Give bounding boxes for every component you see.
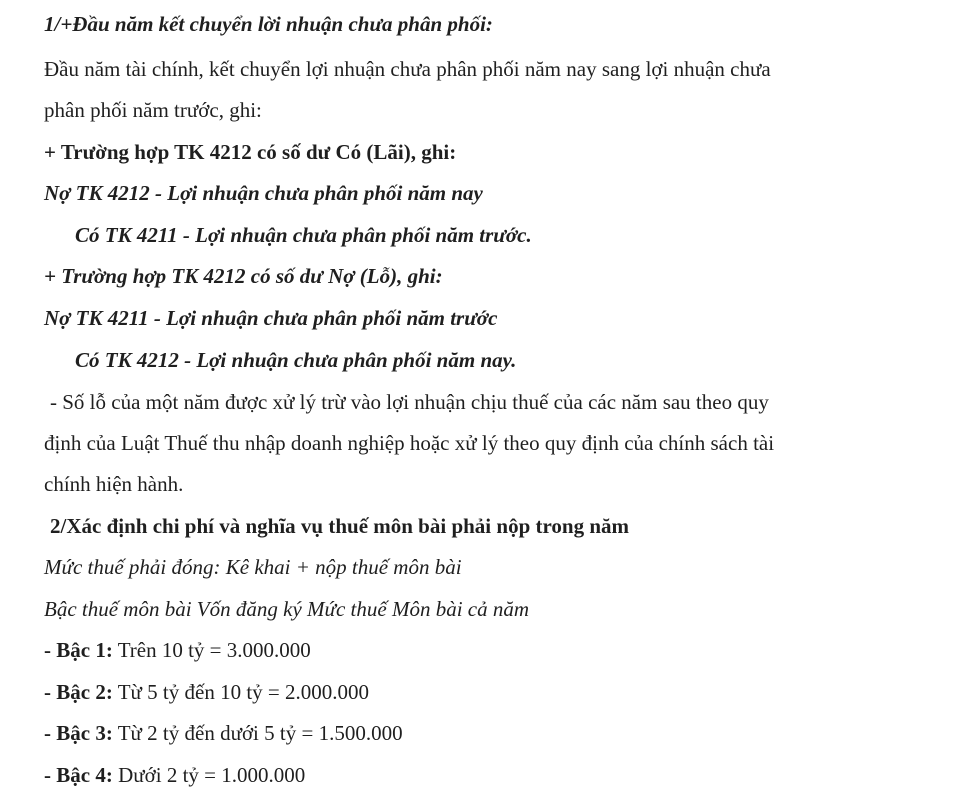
section2-heading: 2/Xác định chi phí và nghĩa vụ thuế môn bài phải nộp trong năm xyxy=(50,514,630,538)
case2-credit-entry: Có TK 4212 - Lợi nhuận chưa phân phối năm nay. xyxy=(75,348,517,372)
tier-item xyxy=(44,682,369,703)
tier-value: Trên 10 tỷ = 3.000.000 xyxy=(112,638,311,662)
tier-item xyxy=(44,640,311,661)
case1-title: + Trường hợp TK 4212 có số dư Có (Lãi), ghi: xyxy=(44,140,457,164)
tier-item xyxy=(44,765,305,786)
paragraph-line: Đầu năm tài chính, kết chuyển lợi nhuận chưa phân phối năm nay sang lợi nhuận chưa xyxy=(44,57,771,81)
note-line: định của Luật Thuế thu nhập doanh nghiệp hoặc xử lý theo quy định của chính sách tài xyxy=(44,431,775,455)
section1-heading: 1/+Đầu năm kết chuyển lời nhuận chưa phân phối: xyxy=(44,12,493,36)
tier-label: - Bậc 4: xyxy=(44,763,113,787)
case2-debit-entry: Nợ TK 4211 - Lợi nhuận chưa phân phối năm trước xyxy=(44,306,498,330)
section2-subtitle: Mức thuế phải đóng: Kê khai + nộp thuế môn bài xyxy=(44,555,462,579)
note-line: chính hiện hành. xyxy=(44,472,184,496)
tier-label: - Bậc 2: xyxy=(44,680,113,704)
note-line: - Số lỗ của một năm được xử lý trừ vào lợi nhuận chịu thuế của các năm sau theo quy xyxy=(50,390,769,414)
tier-value: Từ 2 tỷ đến dưới 5 tỷ = 1.500.000 xyxy=(112,721,403,745)
tier-value: Dưới 2 tỷ = 1.000.000 xyxy=(112,763,306,787)
tier-label: - Bậc 1: xyxy=(44,638,113,662)
case1-debit-entry: Nợ TK 4212 - Lợi nhuận chưa phân phối năm nay xyxy=(44,181,483,205)
tier-value: Từ 5 tỷ đến 10 tỷ = 2.000.000 xyxy=(112,680,369,704)
tier-label: - Bậc 3: xyxy=(44,721,113,745)
section2-subtitle: Bậc thuế môn bài Vốn đăng ký Mức thuế Môn bài cả năm xyxy=(44,597,530,621)
tier-item xyxy=(44,723,403,744)
paragraph-line: phân phối năm trước, ghi: xyxy=(44,98,262,122)
case2-title: + Trường hợp TK 4212 có số dư Nợ (Lỗ), ghi: xyxy=(44,264,443,288)
case1-credit-entry: Có TK 4211 - Lợi nhuận chưa phân phối năm trước. xyxy=(75,223,532,247)
